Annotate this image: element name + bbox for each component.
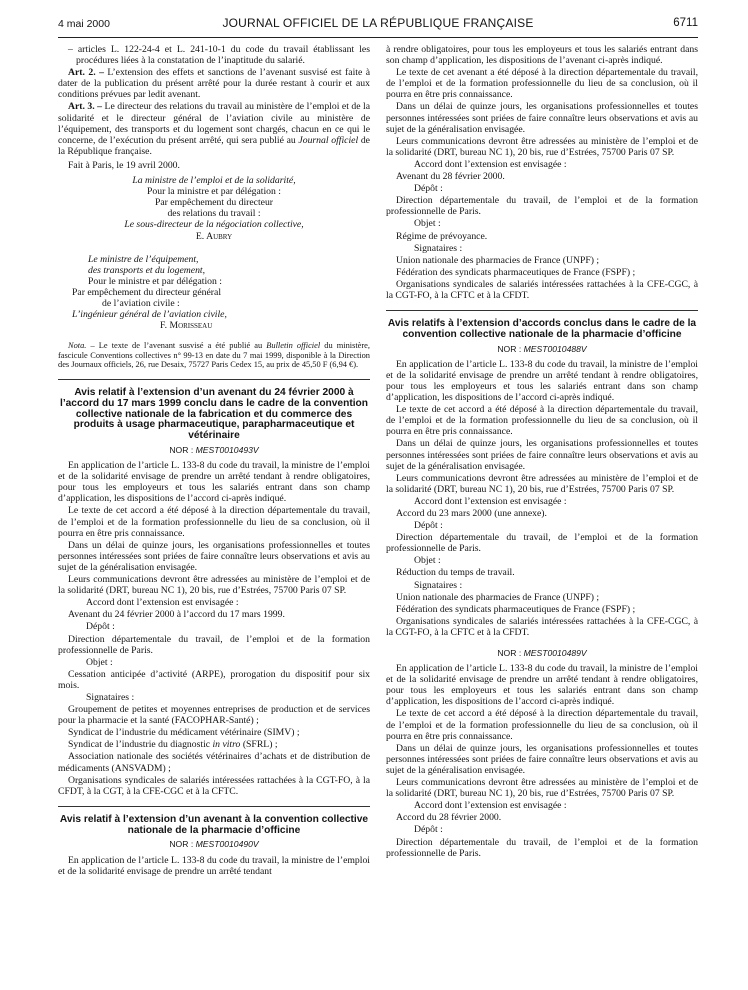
section-rule (386, 310, 698, 311)
section-rule (58, 806, 370, 807)
avis-1-paragraph-4: Leurs communications devront être adressées au ministère de l’emploi et de la solidarité (DRT, bureau NC 1), 20 bis, rue d’Estrées, 75700 Paris 07 SP. (58, 574, 370, 597)
avis-3-accord-label: Accord dont l’extension est envisagée : (414, 495, 567, 507)
article-2-text: L’extension des effets et sanctions de l’avenant susvisé est faite à dater de la publication du présent arrêté pour la durée restant à courir et aux conditions prévues par ledit avenant. (58, 67, 370, 101)
avis-2-objet: Régime de prévoyance. (396, 230, 488, 242)
avis-1-signataire-2: Syndicat de l’industrie du médicament vétérinaire (SIMV) ; (68, 727, 300, 739)
avis-2-depot-label: Dépôt : (414, 183, 443, 195)
nor-code: MEST0010489V (523, 648, 587, 658)
signature-block-1 (58, 175, 370, 242)
signataire-3-a: Syndicat de l’industrie du diagnostic (68, 739, 213, 751)
article-1-continuation: – articles L. 122-24-4 et L. 241-10-1 du code du travail établissant les procédures liées à la constatation de l’inaptitude du salarié. (68, 44, 370, 67)
left-column (58, 44, 370, 878)
article-3-label: Art. 3. – (68, 101, 103, 113)
avis-1-accord: Avenant du 24 février 2000 à l’accord du 17 mars 1999. (68, 609, 285, 621)
signature-1-minister: La ministre de l’emploi et de la solidarité, (132, 175, 296, 187)
avis-1-signataires-label: Signataires : (86, 691, 135, 703)
nor-label: NOR : (169, 445, 196, 456)
right-column (386, 44, 698, 860)
signature-2-line-2: des transports et du logement, (88, 264, 206, 276)
nota-rest: du ministère, fascicule Conventions collectives n° 99-13 en date du 7 mai 1999, disponible à la Direction des Journaux officiels, 26, rue Desaix, 75727 Paris Cedex 15, au prix de 45,50 F (6,94 €). (58, 341, 370, 370)
nota-label: Nota. (68, 341, 87, 351)
avis-1-signataire-5: Organisations syndicales de salariés intéressées rattachées à la CGT-FO, à la CFDT, à la CGT, à la CFE-CGC et à la CFTC. (58, 774, 370, 797)
avis-4-accord: Accord du 28 février 2000. (396, 812, 502, 824)
avis-4-depot: Direction départementale du travail, de l’emploi et de la formation professionnelle de Paris. (386, 836, 698, 859)
avis-2-signataires-label: Signataires : (414, 242, 463, 254)
avis-1-paragraph-2: Le texte de cet accord a été déposé à la direction départementale du travail, de l’emploi et de la formation professionnelle du lieu de sa conclusion, où il pourra en être pris connaissance. (58, 505, 370, 539)
avis-3-objet: Réduction du temps de travail. (396, 567, 515, 579)
signature-2-line-6: L’ingénieur général de l’aviation civile, (72, 309, 227, 321)
avis-1-nor (58, 445, 370, 456)
avis-1-objet: Cessation anticipée d’activité (ARPE), prorogation du dispositif pour six mois. (58, 668, 370, 691)
signature-2-line-1: Le ministre de l’équipement, (88, 253, 199, 265)
nor-label: NOR : (497, 343, 524, 354)
nota-note (58, 341, 370, 370)
article-3-text: Le directeur des relations du travail au ministère de l’emploi et de la solidarité et le directeur général de l’aviation civile au ministère de l’équipement, des transports et du logement sont chargés, chacun en ce qui le concerne, de l’exécution du présent arrêté, qui sera publié au (58, 101, 370, 146)
avis-1-depot: Direction départementale du travail, de l’emploi et de la formation professionnelle de Paris. (58, 633, 370, 656)
issue-date: 4 mai 2000 (58, 18, 110, 30)
signature-block-2 (58, 254, 370, 332)
avis-1-signataire-4: Association nationale des sociétés vétérinaires d’achats et de distribution de médicaments (ANSVADM) ; (58, 751, 370, 774)
avis-2-objet-label: Objet : (414, 218, 441, 230)
signature-date: Fait à Paris, le 19 avril 2000. (68, 159, 180, 171)
signature-1-line-3: Par empêchement du directeur (154, 197, 274, 209)
avis-2-paragraph-1-continued: à rendre obligatoires, pour tous les employeurs et tous les salariés entrant dans son champ d’application, les dispositions de l’avenant ci-après indiqué. (386, 44, 698, 67)
nota-bo: Bulletin officiel (266, 341, 321, 351)
avis-2-signataire-3: Organisations syndicales de salariés intéressées rattachées à la CFE-CGC, à la CGT-FO, à la CFTC et à la CFDT. (386, 278, 698, 301)
article-2-label: Art. 2. – (68, 67, 104, 79)
avis-2-depot: Direction départementale du travail, de l’emploi et de la formation professionnelle de Paris. (386, 195, 698, 218)
avis-2-nor (58, 839, 370, 850)
avis-1-accord-label: Accord dont l’extension est envisagée : (86, 597, 239, 609)
avis-2-paragraph-4: Leurs communications devront être adressées au ministère de l’emploi et de la solidarité (DRT, bureau NC 1), 20 bis, rue d’Estrées, 75700 Paris 07 SP. (386, 135, 698, 158)
avis-3-depot-label: Dépôt : (414, 520, 443, 532)
avis-1-signataire-3 (58, 739, 370, 750)
avis-2-accord-label: Accord dont l’extension est envisagée : (414, 158, 567, 170)
avis-4-paragraph-4: Leurs communications devront être adressées au ministère de l’emploi et de la solidarité (DRT, bureau NC 1), 20 bis, rue d’Estrées, 75700 Paris 07 SP. (386, 777, 698, 800)
avis-1-paragraph-1: En application de l’article L. 133-8 du code du travail, la ministre de l’emploi et de la solidarité envisage de prendre un arrêté tendant à rendre obligatoires, pour tous les employeurs et tous les salariés entrant dans son champ d’application, les dispositions de l’accord ci-après indiqué. (58, 460, 370, 505)
signature-1-name: E. Aubry (195, 230, 233, 242)
nor-code: MEST0010488V (523, 343, 587, 354)
signataire-3-c: (SFRL) ; (240, 739, 278, 751)
avis-1-objet-label: Objet : (86, 656, 113, 668)
signature-2-line-4: Par empêchement du directeur général (72, 286, 222, 298)
journal-title: JOURNAL OFFICIEL DE LA RÉPUBLIQUE FRANÇAISE (222, 16, 534, 30)
article-3-jo: Journal officiel (298, 134, 359, 146)
avis-3-depot: Direction départementale du travail, de l’emploi et de la formation professionnelle de Paris. (386, 532, 698, 555)
avis-3-paragraph-4: Leurs communications devront être adressées au ministère de l’emploi et de la solidarité (DRT, bureau NC 1), 20 bis, rue d’Estrées, 75700 Paris 07 SP. (386, 472, 698, 495)
header-rule (58, 37, 698, 38)
avis-3-title: Avis relatifs à l’extension d’accords conclus dans le cadre de la convention collective nationale de la pharmacie d’officine (387, 318, 697, 340)
avis-2-signataire-1: Union nationale des pharmacies de France (UNPF) ; (396, 254, 600, 266)
article-2 (58, 67, 370, 100)
signature-2-line-5: de l’aviation civile : (102, 297, 180, 309)
avis-1-depot-label: Dépôt : (86, 621, 115, 633)
signature-1-line-4: des relations du travail : (167, 208, 261, 220)
avis-3-accord: Accord du 23 mars 2000 (une annexe). (396, 507, 547, 519)
nor-label: NOR : (169, 839, 196, 850)
avis-3-paragraph-2: Le texte de cet accord a été déposé à la direction départementale du travail, de l’emploi et de la formation professionnelle du lieu de sa conclusion, où il pourra en être pris connaissance. (386, 404, 698, 438)
avis-3-signataire-2: Fédération des syndicats pharmaceutiques de France (FSPF) ; (396, 603, 636, 615)
avis-4-paragraph-2: Le texte de cet accord a été déposé à la direction départementale du travail, de l’emploi et de la formation professionnelle du lieu de sa conclusion, où il pourra en être pris connaissance. (386, 708, 698, 742)
signature-2-line-3: Pour le ministre et par délégation : (88, 275, 222, 287)
avis-2-paragraph-2: Le texte de cet avenant a été déposé à la direction départementale du travail, de l’emploi et de la formation professionnelle du lieu de sa conclusion, où il pourra en être pris connaissance. (386, 67, 698, 101)
avis-1-title: Avis relatif à l’extension d’un avenant du 24 février 2000 à l’accord du 17 mars 1999 conclu dans le cadre de la convention collective nationale de la fabrication et du commerce des produits à usage pharmaceutique, parapharmaceutique et vétérinaire (59, 387, 368, 442)
avis-3-paragraph-1: En application de l’article L. 133-8 du code du travail, la ministre de l’emploi et de la solidarité envisage de prendre un arrêté tendant à rendre obligatoires, pour tous les employeurs et tous les salariés entrant dans son champ d’application, les dispositions de l’accord ci-après indiqué. (386, 358, 698, 404)
avis-3-signataires-label: Signataires : (414, 579, 463, 591)
avis-3-nor (386, 344, 698, 355)
section-rule (58, 379, 370, 380)
article-3 (58, 101, 370, 156)
nor-code: MEST0010493V (195, 445, 259, 456)
nor-code: MEST0010490V (195, 839, 259, 850)
avis-4-depot-label: Dépôt : (414, 824, 443, 836)
nota-text: – Le texte de l’avenant susvisé a été publié au (86, 341, 267, 351)
avis-1-signataire-1: Groupement de petites et moyennes entreprises de production et de services pour la pharmacie et la santé (FACOPHAR-Santé) ; (58, 704, 370, 727)
signature-2-name: F. Morisseau (160, 320, 213, 332)
avis-3-signataire-3: Organisations syndicales de salariés intéressées rattachées à la CFE-CGC, à la CGT-FO, à la CFTC et à la CFDT. (386, 615, 698, 638)
avis-4-paragraph-1: En application de l’article L. 133-8 du code du travail, la ministre de l’emploi et de la solidarité envisage de prendre un arrêté tendant à rendre obligatoires, pour tous les employeurs et tous les salariés entrant dans son champ d’application, les dispositions de l’accord ci-après indiqué. (386, 663, 698, 708)
avis-2-title: Avis relatif à l’extension d’un avenant à la convention collective nationale de la pharmacie d’officine (59, 813, 369, 836)
avis-3-paragraph-3: Dans un délai de quinze jours, les organisations professionnelles et toutes personnes intéressées sont priées de faire connaître leurs observations et avis au sujet de la généralisation envisagée. (386, 438, 698, 472)
avis-2-paragraph-3: Dans un délai de quinze jours, les organisations professionnelles et toutes personnes intéressées sont priées de faire connaître leurs observations et avis au sujet de la généralisation envisagée. (386, 101, 698, 135)
nor-label: NOR : (497, 648, 524, 658)
article-3-end: de la République française. (58, 134, 370, 157)
page-number: 6711 (673, 17, 698, 29)
avis-4-nor (386, 648, 698, 659)
avis-2-accord: Avenant du 28 février 2000. (396, 171, 505, 183)
avis-4-paragraph-3: Dans un délai de quinze jours, les organisations professionnelles et toutes personnes intéressées sont priées de faire connaître leurs observations et avis au sujet de la généralisation envisagée. (386, 742, 698, 776)
avis-2-paragraph-1: En application de l’article L. 133-8 du code du travail, la ministre de l’emploi et de la solidarité envisage de prendre un arrêté tendant (58, 854, 370, 877)
avis-3-objet-label: Objet : (414, 555, 441, 567)
signature-1-line-5: Le sous-directeur de la négociation collective, (124, 219, 304, 231)
avis-2-signataire-2: Fédération des syndicats pharmaceutiques de France (FSPF) ; (396, 266, 636, 278)
signataire-3-b: in vitro (212, 739, 241, 751)
avis-3-signataire-1: Union nationale des pharmacies de France (UNPF) ; (396, 591, 600, 603)
signature-1-line-2: Pour la ministre et par délégation : (147, 186, 281, 198)
page-header (58, 16, 698, 32)
avis-4-accord-label: Accord dont l’extension est envisagée : (414, 800, 567, 812)
avis-1-paragraph-3: Dans un délai de quinze jours, les organisations professionnelles et toutes personnes intéressées sont priées de faire connaître leurs observations et avis au sujet de la généralisation envisagée. (58, 539, 370, 573)
